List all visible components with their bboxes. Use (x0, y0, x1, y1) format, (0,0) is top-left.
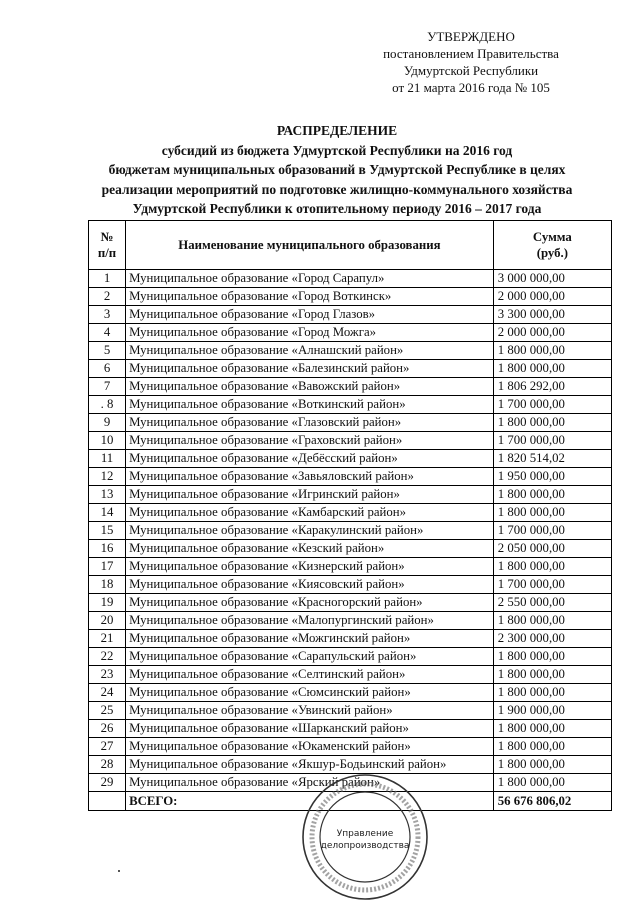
row-municipality: Муниципальное образование «Город Сарапул» (126, 270, 494, 288)
table-body (89, 270, 612, 792)
table-header-row (89, 221, 612, 270)
official-stamp (300, 772, 430, 902)
row-sum: 2 550 000,00 (493, 594, 611, 612)
row-number: 11 (89, 450, 126, 468)
row-number: 15 (89, 522, 126, 540)
row-number: 10 (89, 432, 126, 450)
stamp-text-line1: Управление (336, 829, 394, 839)
row-number: 21 (89, 630, 126, 648)
table-row (89, 702, 612, 720)
row-municipality: Муниципальное образование «Игринский район» (126, 486, 494, 504)
header-number (89, 221, 126, 270)
row-number: 13 (89, 486, 126, 504)
row-number: 18 (89, 576, 126, 594)
row-sum: 1 800 000,00 (493, 648, 611, 666)
document-heading: РАСПРЕДЕЛЕНИЕ (276, 123, 398, 138)
table-row (89, 720, 612, 738)
title-line: субсидий из бюджета Удмуртской Республики на 2016 год (161, 142, 513, 158)
row-municipality: Муниципальное образование «Малопургинский район» (126, 612, 494, 630)
table-row (89, 522, 612, 540)
row-number: 26 (89, 720, 126, 738)
title-line: Удмуртской Республики к отопительному периоду 2016 – 2017 года (132, 201, 542, 216)
row-sum: 1 900 000,00 (493, 702, 611, 720)
row-number: 22 (89, 648, 126, 666)
row-municipality: Муниципальное образование «Увинский район» (126, 702, 494, 720)
table-row (89, 648, 612, 666)
title-line: бюджетам муниципальных образований в Удмуртской Республике в целях (108, 162, 566, 177)
row-sum: 1 700 000,00 (493, 432, 611, 450)
row-municipality: Муниципальное образование «Сюмсинский район» (126, 684, 494, 702)
row-municipality: Муниципальное образование «Город Воткинск» (126, 288, 494, 306)
row-number: 1 (89, 270, 126, 288)
approval-title: УТВЕРЖДЕНО (427, 29, 515, 44)
row-sum: 3 000 000,00 (493, 270, 611, 288)
row-number: 6 (89, 360, 126, 378)
header-sum-line2: (руб.) (536, 246, 569, 260)
row-number: 9 (89, 414, 126, 432)
row-number: 20 (89, 612, 126, 630)
approval-block (366, 28, 576, 96)
row-sum: 2 000 000,00 (493, 288, 611, 306)
row-sum: 2 050 000,00 (493, 540, 611, 558)
table-row (89, 270, 612, 288)
table-row (89, 414, 612, 432)
row-sum: 2 000 000,00 (493, 324, 611, 342)
row-number: 12 (89, 468, 126, 486)
table-row (89, 378, 612, 396)
table-row (89, 756, 612, 774)
header-number-line1: № (100, 230, 114, 244)
row-number: . 8 (89, 396, 126, 414)
row-municipality: Муниципальное образование «Алнашский район» (126, 342, 494, 360)
approval-date: от 21 марта 2016 года № 105 (392, 80, 550, 95)
title-line: реализации мероприятий по подготовке жилищно-коммунального хозяйства (101, 181, 573, 197)
row-municipality: Муниципальное образование «Шарканский район» (126, 720, 494, 738)
row-number: 4 (89, 324, 126, 342)
row-number: 27 (89, 738, 126, 756)
row-sum: 1 800 000,00 (493, 774, 611, 792)
page-mark (118, 870, 120, 872)
row-sum: 1 800 000,00 (493, 360, 611, 378)
row-municipality: Муниципальное образование «Красногорский район» (126, 594, 494, 612)
row-municipality: Муниципальное образование «Якшур-Бодьинский район» (126, 756, 494, 774)
row-sum: 3 300 000,00 (493, 306, 611, 324)
row-number: 3 (89, 306, 126, 324)
row-municipality: Муниципальное образование «Кезский район» (126, 540, 494, 558)
stamp-text-line2: делопроизводства (320, 841, 410, 851)
table-row (89, 630, 612, 648)
row-municipality: Муниципальное образование «Юкаменский район» (126, 738, 494, 756)
row-municipality: Муниципальное образование «Селтинский район» (126, 666, 494, 684)
total-num-cell (89, 792, 126, 811)
table-row (89, 486, 612, 504)
row-sum: 1 800 000,00 (493, 504, 611, 522)
row-municipality: Муниципальное образование «Сарапульский район» (126, 648, 494, 666)
row-municipality: Муниципальное образование «Глазовский район» (126, 414, 494, 432)
table-row (89, 450, 612, 468)
table-row (89, 360, 612, 378)
row-number: 28 (89, 756, 126, 774)
row-number: 24 (89, 684, 126, 702)
row-sum: 1 800 000,00 (493, 738, 611, 756)
row-municipality: Муниципальное образование «Балезинский район» (126, 360, 494, 378)
row-sum: 1 800 000,00 (493, 720, 611, 738)
row-municipality: Муниципальное образование «Город Глазов» (126, 306, 494, 324)
table-row (89, 468, 612, 486)
table-row (89, 612, 612, 630)
table-row (89, 288, 612, 306)
total-sum: 56 676 806,02 (493, 792, 611, 811)
table-row (89, 324, 612, 342)
row-municipality: Муниципальное образование «Киясовский район» (126, 576, 494, 594)
row-number: 5 (89, 342, 126, 360)
table-row (89, 576, 612, 594)
row-municipality: Муниципальное образование «Ярский район» (126, 774, 494, 792)
approval-line: постановлением Правительства (383, 46, 559, 61)
row-number: 23 (89, 666, 126, 684)
row-sum: 1 806 292,00 (493, 378, 611, 396)
row-number: 14 (89, 504, 126, 522)
row-municipality: Муниципальное образование «Граховский район» (126, 432, 494, 450)
header-sum-line1: Сумма (532, 230, 572, 244)
row-number: 19 (89, 594, 126, 612)
table-row (89, 306, 612, 324)
table-row (89, 594, 612, 612)
row-number: 25 (89, 702, 126, 720)
row-municipality: Муниципальное образование «Кизнерский район» (126, 558, 494, 576)
table-row (89, 504, 612, 522)
row-municipality: Муниципальное образование «Каракулинский район» (126, 522, 494, 540)
row-sum: 1 800 000,00 (493, 414, 611, 432)
row-sum: 1 700 000,00 (493, 576, 611, 594)
document-title (40, 121, 634, 219)
row-sum: 1 800 000,00 (493, 342, 611, 360)
header-sum (493, 221, 611, 270)
row-municipality: Муниципальное образование «Вавожский район» (126, 378, 494, 396)
row-number: 7 (89, 378, 126, 396)
table-row (89, 558, 612, 576)
row-municipality: Муниципальное образование «Завьяловский район» (126, 468, 494, 486)
row-sum: 1 950 000,00 (493, 468, 611, 486)
total-label: ВСЕГО: (126, 792, 494, 811)
row-number: 16 (89, 540, 126, 558)
table-row (89, 432, 612, 450)
row-sum: 1 800 000,00 (493, 612, 611, 630)
row-sum: 1 800 000,00 (493, 684, 611, 702)
row-sum: 1 800 000,00 (493, 666, 611, 684)
row-sum: 1 800 000,00 (493, 486, 611, 504)
table-row (89, 684, 612, 702)
row-municipality: Муниципальное образование «Можгинский район» (126, 630, 494, 648)
row-number: 29 (89, 774, 126, 792)
row-sum: 1 820 514,02 (493, 450, 611, 468)
table-row (89, 540, 612, 558)
table-row (89, 666, 612, 684)
row-sum: 1 800 000,00 (493, 756, 611, 774)
row-sum: 1 700 000,00 (493, 396, 611, 414)
row-number: 17 (89, 558, 126, 576)
row-sum: 1 700 000,00 (493, 522, 611, 540)
table-row (89, 396, 612, 414)
row-sum: 1 800 000,00 (493, 558, 611, 576)
approval-line: Удмуртской Республики (403, 63, 539, 78)
distribution-table (88, 220, 612, 811)
row-sum: 2 300 000,00 (493, 630, 611, 648)
row-municipality: Муниципальное образование «Дебёсский район» (126, 450, 494, 468)
header-name: Наименование муниципального образования (126, 221, 494, 270)
row-municipality: Муниципальное образование «Камбарский район» (126, 504, 494, 522)
table-row (89, 342, 612, 360)
header-number-line2: п/п (97, 246, 117, 260)
row-number: 2 (89, 288, 126, 306)
row-municipality: Муниципальное образование «Город Можга» (126, 324, 494, 342)
row-municipality: Муниципальное образование «Воткинский район» (126, 396, 494, 414)
table-row (89, 738, 612, 756)
